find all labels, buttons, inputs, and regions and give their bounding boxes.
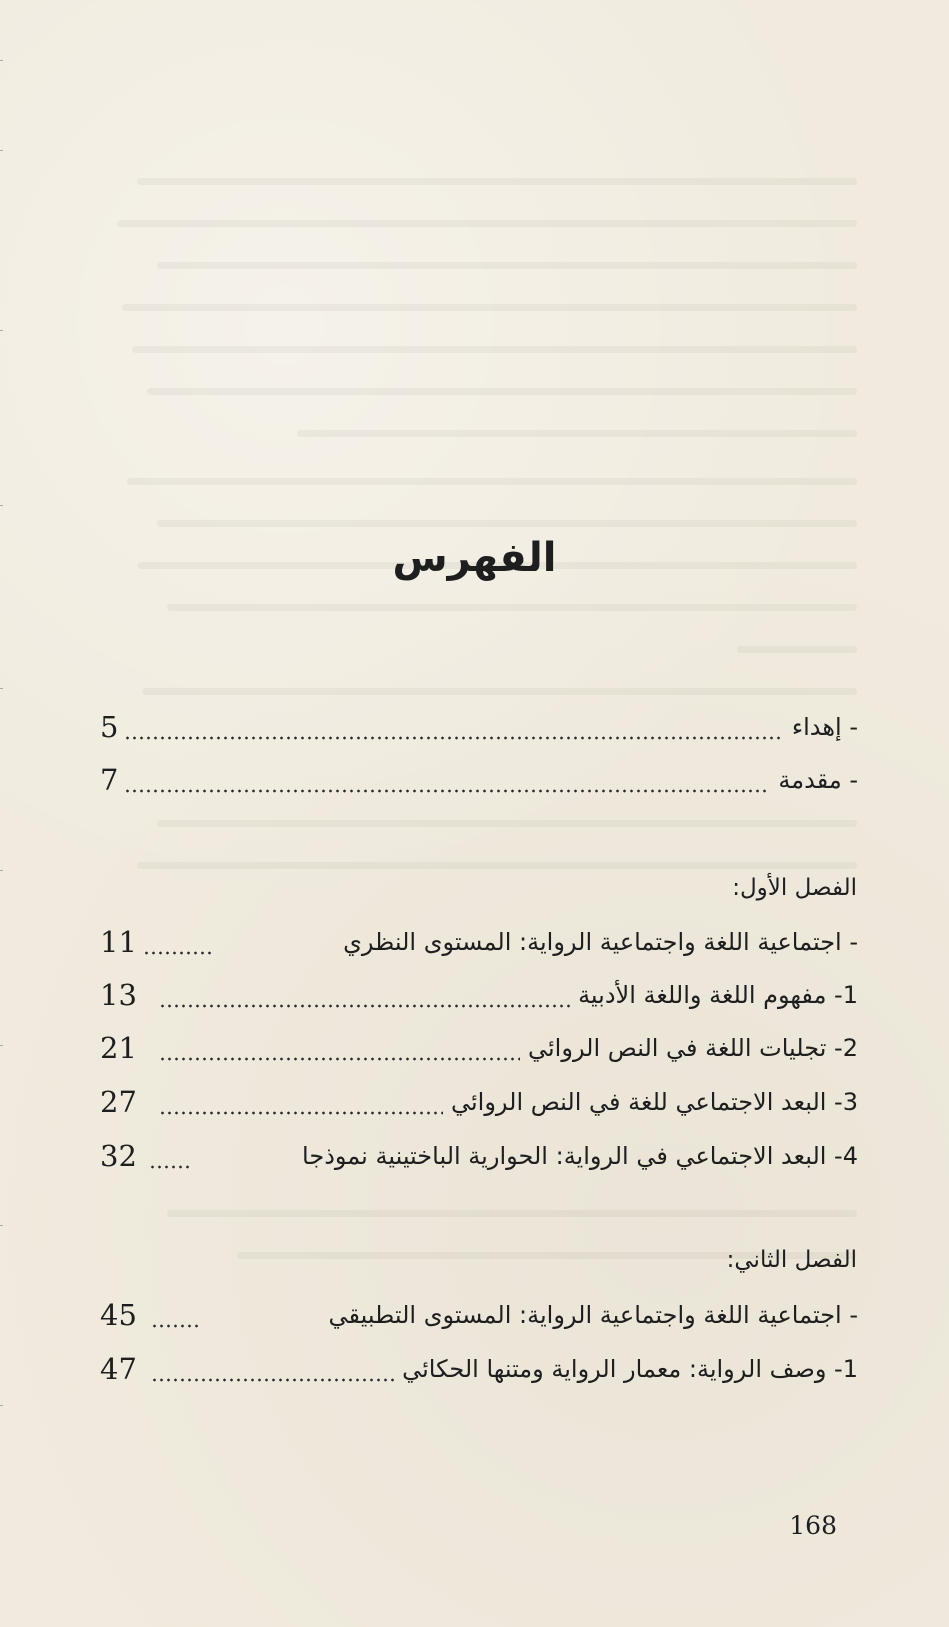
dot-leader	[159, 1057, 520, 1061]
toc-entry[interactable]	[100, 1347, 858, 1391]
bleed-through-line	[132, 346, 857, 353]
bleed-through-line	[137, 178, 857, 185]
dot-leader	[124, 736, 783, 740]
dot-leader	[149, 1165, 191, 1169]
edge-mark	[0, 1045, 3, 1046]
toc-entry[interactable]	[100, 1134, 858, 1178]
bleed-through-line	[142, 688, 857, 695]
toc-entry-label: - اجتماعية اللغة واجتماعية الرواية: المستوى التطبيقي	[328, 1301, 858, 1329]
toc-entry-label: 2- تجليات اللغة في النص الروائي	[528, 1034, 858, 1062]
edge-mark	[0, 150, 3, 151]
edge-mark	[0, 688, 3, 689]
toc-page-number: 45	[100, 1298, 137, 1332]
toc-entry-label: - مقدمة	[778, 766, 858, 794]
toc-entry[interactable]	[100, 1026, 858, 1070]
toc-page-number: 32	[100, 1139, 137, 1173]
toc-entry[interactable]	[100, 920, 858, 964]
toc-page-number: 5	[100, 710, 119, 744]
toc-entry-label: - إهداء	[791, 713, 858, 741]
dot-leader	[151, 1324, 201, 1328]
bleed-through-line	[122, 304, 857, 311]
bleed-through-line	[127, 478, 857, 485]
toc-entry[interactable]	[100, 705, 858, 749]
toc-page-number: 7	[100, 763, 119, 797]
toc-entry-label: - اجتماعية اللغة واجتماعية الرواية: المستوى النظري	[343, 928, 858, 956]
page-number: 168	[789, 1511, 837, 1540]
dot-leader	[159, 1111, 443, 1115]
bleed-through-line	[167, 604, 857, 611]
page-title: الفهرس	[392, 535, 557, 581]
bleed-through-line	[737, 646, 857, 653]
edge-mark	[0, 870, 3, 871]
toc-page-number: 27	[100, 1085, 137, 1119]
dot-leader	[143, 951, 213, 955]
toc-page-number: 13	[100, 978, 137, 1012]
dot-leader	[151, 1378, 394, 1382]
toc-entry[interactable]	[100, 1293, 858, 1337]
edge-mark	[0, 330, 3, 331]
toc-page-number: 47	[100, 1352, 137, 1386]
edge-mark	[0, 60, 3, 61]
toc-entry-label: 3- البعد الاجتماعي للغة في النص الروائي	[450, 1088, 858, 1116]
toc-entry-label: 1- مفهوم اللغة واللغة الأدبية	[578, 981, 858, 1009]
bleed-through-line	[297, 430, 857, 437]
dot-leader	[124, 789, 770, 793]
bleed-through-line	[157, 262, 857, 269]
bleed-through-line	[157, 520, 857, 527]
toc-entry[interactable]	[100, 973, 858, 1017]
toc-page-number: 11	[100, 925, 137, 959]
bleed-through-line	[157, 820, 857, 827]
toc-page-number: 21	[100, 1031, 137, 1065]
toc-entry-label: 1- وصف الرواية: معمار الرواية ومتنها الحكائي	[402, 1355, 858, 1383]
edge-mark	[0, 1405, 3, 1406]
toc-entry[interactable]	[100, 758, 858, 802]
dot-leader	[159, 1004, 570, 1008]
chapter-heading: الفصل الثاني:	[726, 1247, 857, 1273]
bleed-through-line	[117, 220, 857, 227]
toc-entry-label: 4- البعد الاجتماعي في الرواية: الحوارية الباختينية نموذجا	[302, 1142, 858, 1170]
bleed-through-line	[147, 388, 857, 395]
edge-mark	[0, 1225, 3, 1226]
toc-entry[interactable]	[100, 1080, 858, 1124]
chapter-heading: الفصل الأول:	[732, 875, 857, 901]
edge-mark	[0, 505, 3, 506]
bleed-through-line	[167, 1210, 857, 1217]
